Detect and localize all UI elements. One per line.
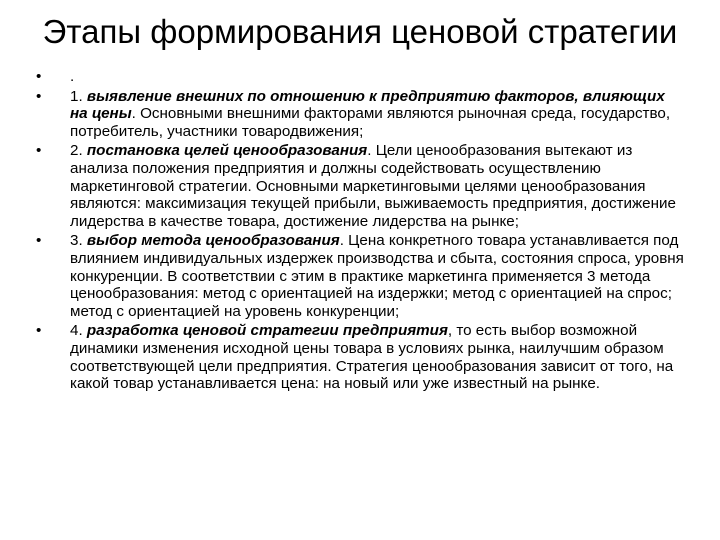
bullet-item-3 <box>36 232 686 320</box>
bullet-dot-icon: • <box>36 68 42 85</box>
bullet-term: выбор метода ценообразования <box>86 232 340 250</box>
bullet-text: . Цена конкретного товара устанавливается под влиянием индивидуальных издержек производства и сбыта, состояния спроса, уровня конкуренции. В соответствии с этим в практике маркетинга применяется 3 метода ценообразования: метод с ориентацией на издержки; метод с ориентацией на спрос; метод с ориентацией на уровень конкуренции; <box>70 232 684 320</box>
bullet-dot-icon: • <box>36 87 42 105</box>
bullet-term: разработка ценовой стратегии предприятия <box>86 322 448 340</box>
bullet-item-1 <box>36 88 686 141</box>
bullet-number: 4. <box>70 322 87 340</box>
bullet-dot-icon: • <box>36 142 42 160</box>
bullet-item-4 <box>36 322 686 392</box>
bullet-item-0 <box>36 68 686 86</box>
bullet-item-2 <box>36 142 686 230</box>
bullet-number: 1. <box>70 87 87 105</box>
bullet-term: выявление внешних по отношению к предприятию факторов, влияющих на цены <box>70 87 665 123</box>
bullet-text: , то есть выбор возможной динамики изменения исходной цены товара в условиях рынка, наилучшим образом соответствующей цели предприятия. Стратегия ценообразования зависит от того, на какой товар устанавливается цена: на новый или уже известный на рынке. <box>70 322 674 393</box>
bullet-list <box>36 68 686 395</box>
slide-title: Этапы формирования ценовой стратегии <box>42 13 678 50</box>
bullet-number: 2. <box>70 142 87 160</box>
bullet-dot-icon: • <box>36 232 42 250</box>
bullet-number: . <box>70 68 75 85</box>
bullet-number: 3. <box>70 232 87 250</box>
bullet-text: . Цели ценообразования вытекают из анализа положения предприятия и должны содействовать осуществлению маркетинговой стратегии. Основными маркетинговыми целями ценообразования являются: максимизация текущей прибыли, выживаемость предприятия, достижение лидерства в качестве товара, достижение лидерства на рынке; <box>70 142 676 230</box>
bullet-term: постановка целей ценообразования <box>86 142 368 160</box>
bullet-text: . Основными внешними факторами являются рыночная среда, государство, потребитель, участники товародвижения; <box>70 105 671 140</box>
bullet-dot-icon: • <box>36 322 42 340</box>
